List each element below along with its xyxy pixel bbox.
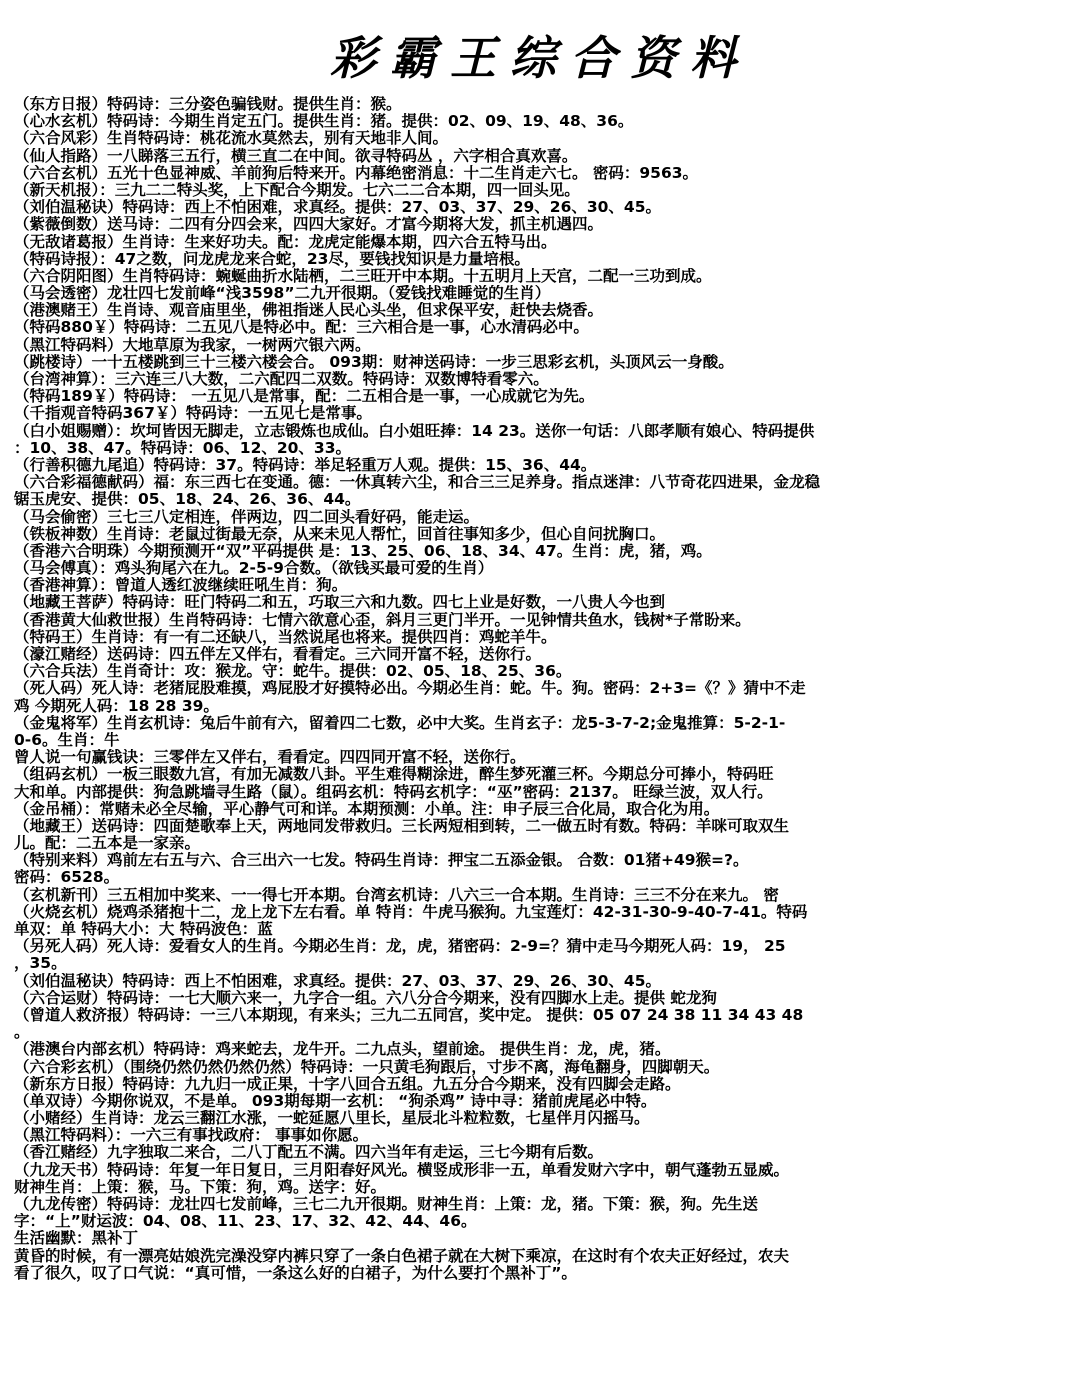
text-line: 大和单。内部提供：狗急跳墙寻生路（鼠）。组码玄机：特码玄机字：“巫”密码：2137。 旺绿兰波，双人行。 [14,783,773,801]
text-line: （六合运财）特码诗：一七大顺六来一，九字合一组。六八分合今期来，没有四脚水上走。提供 蛇龙狗 [14,989,717,1007]
text-line: （九龙天书）特码诗：年复一年日复日，三月阳春好风光。横竖成形非一五，单看发财六字中，朝气蓬勃五显威。 [14,1161,790,1179]
text-line: （白小姐赐赠）：坎坷皆因无脚走，立志锻炼也成仙。白小姐旺捧：14 23。送你一句话：八郎孝顺有娘心、特码提供 [14,422,815,440]
text-line: （特码王）生肖诗：有一有二还缺八，当然说尾也将来。提供四肖：鸡蛇羊牛。 [14,628,557,646]
text-line: （跳楼诗）一十五楼跳到三十三楼六楼会合。 093期：财神送码诗：一步三思彩玄机，头顶风云一身酸。 [14,353,734,371]
text-line: （香港六合明珠）今期预测开“双”平码提供 是：13、25、06、18、34、47。生肖：虎，猪，鸡。 [14,542,712,560]
text-line: 单双：单 特码大小：大 特码波色：蓝 [14,921,273,938]
text-line: （六合玄机）五光十色显神威、羊前狗后特来开。内幕绝密消息：十二生肖走六七。 密码：9563。 [14,164,699,182]
text-line: （特码189￥）特码诗： 一五见八是常事，配：二五相合是一事，一心成就它为先。 [14,388,595,406]
text-line: （组码玄机）一板三眼数九宫，有加无减数八卦。平生难得糊涂进，醉生梦死灌三杯。今期总分可捧小，特码旺 [14,766,774,784]
text-line: 财神生肖：上策：猴，马。下策：狗，鸡。送字：好。 [14,1178,387,1196]
text-line: （马会透密）龙壮四七发前峰“浅3598”二九开很期。（爱钱找难睡觉的生肖） [14,285,551,303]
text-line: 儿。配：二五本是一家亲。 [14,835,201,853]
text-line: （火烧玄机）烧鸡杀猪抱十二，龙上龙下左右看。单 特肖：牛虎马猴狗。九宝莲灯：42-31-30-9-40-7-41。特码 [14,903,808,921]
text-line: 曾人说一句赢钱诀：三零伴左又伴右，看看定。四四同开富不轻，送你行。 [14,749,526,767]
text-line: （行善积德九尾追）特码诗：37。特码诗：举足轻重万人观。提供：15、36、44。 [14,456,597,474]
text-line: （港澳台内部玄机）特码诗：鸡来蛇去，龙牛开。二九点头，望前途。 提供生肖：龙，虎，猪。 [14,1041,671,1059]
text-line: （六合兵法）生肖奇计：攻：猴龙。守：蛇牛。提供：02、05、18、25、36。 [14,663,572,681]
text-line: （六合彩福德献码）福：东三西七在变通。德：一休真转六尘，和合三三足养身。指点迷津：八节奇花四进果，金龙稳 [14,474,821,492]
text-line: （香港神算）：曾道人透红波继续旺吼生肖：狗。 [14,577,348,595]
text-line: 。 [14,1024,30,1042]
text-line: （死人码）死人诗：老猪屁股难摸，鸡屁股才好摸特必出。今期必生肖：蛇。牛。狗。密码：2+3=《？》猜中不走 [14,680,806,698]
text-line: （地藏王）送码诗：四面楚歌奉上天，两地同发带救归。三长两短相到转，二一做五时有数。特码：羊咪可取双生 [14,817,790,835]
text-line: （另死人码）死人诗：爱看女人的生肖。今期必生肖：龙，虎，猪密码：2-9=？猜中走马今期死人码：19， 25 [14,938,786,956]
text-line: （地藏王菩萨）特码诗：旺门特码二和五，巧取三六和九数。四七上业是好数，一八贵人今也到 [14,594,666,612]
text-line: （马会傅真）：鸡头狗尾六在九。2-5-9合数。（欲钱买最可爱的生肖） [14,560,494,578]
text-line: （玄机新刊）三五相加中奖来、一一得七开本期。台湾玄机诗：八六三一合本期。生肖诗：三三不分在来九。 密 [14,886,779,904]
text-line: （特码诗报）：47之数，问龙虎龙来合蛇，23尽，要钱找知识是力量培根。 [14,250,530,268]
text-line: ，35。 [14,955,67,973]
text-line: （单双诗）今期你说双，不是单。 093期每期一玄机： “狗杀鸡” 诗中寻：猪前虎尾必中特。 [14,1092,657,1110]
text-line: 字：“上”财运波：04、08、11、23、17、32、42、44、46。 [14,1213,477,1231]
text-line: （紫薇倒数）送马诗：二四有分四会来，四四大家好。才富今期将大发，抓主机遇四。 [14,216,604,234]
text-line: （香港黄大仙救世报）生肖特码诗：七情六欲意心歪，斜月三更门半开。一见钟情共鱼水，钱树*子常盼来。 [14,611,751,629]
text-line: （六合阴阳图）生肖特码诗：蜿蜒曲折水陆栖，二三旺开中本期。十五明月上天宫，二配一三功到成。 [14,267,712,285]
text-line: （特别来料）鸡前左右五与六、合三出六一七发。特码生肖诗：押宝二五添金银。 合数：01猪+49猴=?。 [14,852,749,870]
text-line: （濠江赌经）送码诗：四五伴左又伴右，看看定。三六同开富不轻，送你行。 [14,646,542,663]
document-body [14,96,1070,1282]
page-title: 彩霸王综合资料 [330,31,750,85]
text-line: 黄昏的时候，有一漂亮姑娘洗完澡没穿内裤只穿了一条白色裙子就在大树下乘凉，在这时有个农夫正好经过，农夫 [14,1247,790,1265]
text-line: （新东方日报）特码诗：九九归一成正果，十字八回合五组。九五分合今期来，没有四脚会走路。 [14,1075,681,1093]
text-line: （六合风彩）生肖特码诗：桃花流水莫然去，别有天地非人间。 [14,130,449,148]
text-line: （千指观音特码367￥）特码诗：一五见七是常事。 [14,405,372,423]
text-line: （特码880￥）特码诗：二五见八是特必中。配：三六相合是一事，心水清码必中。 [14,319,589,337]
text-line: （刘伯温秘诀）特码诗：西上不怕困难，求真经。提供：27、03、37、29、26、30、45。 [14,199,661,217]
text-line: （仙人指路）一八睇落三五行，横三直二在中间。欲寻特码丛 ，六字相合真欢喜。 [14,147,578,165]
text-line: （刘伯温秘诀）特码诗：西上不怕困难，求真经。提供：27、03、37、29、26、30、45。 [14,972,661,990]
text-line: （铁板神数）生肖诗：老鼠过街最无奈，从来未见人帮忙，回首往事知多少，但心自问扰胸口。 [14,525,666,543]
text-line: 生活幽默：黑补丁 [14,1230,139,1248]
text-line: （无敌诸葛报）生肖诗：生来好功夫。配：龙虎定能爆本期，四六合五特马出。 [14,233,557,251]
text-line: 密码：6528。 [14,869,120,887]
text-line: （新天机报）：三九二二特头奖，上下配合今期发。七六二二合本期，四一回头见。 [14,181,580,199]
text-line: ：10、38、47。特码诗：06、12、20、33。 [14,439,351,457]
text-line: （东方日报）特码诗：三分姿色骗钱财。提供生肖：猴。 [14,96,402,113]
text-line: （马会偷密）三七三八定相连，伴两边，四二回头看好码，能走运。 [14,508,480,526]
text-line: （黑江特码料）：一六三有事找政府： 事事如你愿。 [14,1127,369,1145]
text-line: （九龙传密）特码诗：龙壮四七发前峰，三七二九开很期。财神生肖：上策：龙，猪。下策：猴，狗。先生送 [14,1196,759,1213]
text-line: （台湾神算）：三六连三八大数，二六配四二双数。特码诗：双数博特看零六。 [14,371,549,388]
text-line: （金吊桶）：常赌未必全尽输，平心静气可和详。本期预测：小单。注：申子辰三合化局，取合化为用。 [14,800,720,818]
text-line: （金鬼将军）生肖玄机诗：兔后牛前有六，留着四二七数，必中大奖。生肖玄子：龙5-3-7-2;金鬼推算：5-2-1- [14,714,786,732]
text-line: 锯玉虎安、提供：05、18、24、26、36、44。 [14,491,361,509]
text-line: （黑江特码料）大地草原为我家，一树两穴银六两。 [14,336,371,354]
text-line: （小赌经）生肖诗：龙云三翻江水涨，一蛇延愿八里长，星辰北斗粒粒数，七星伴月闪摇马。 [14,1110,650,1128]
text-line: 看了很久，叹了口气说：“真可惜，一条这么好的白裙子，为什么要打个黑补丁”。 [14,1264,577,1282]
text-line: 0-6。生肖：牛 [14,731,120,749]
text-line: （六合彩玄机）（围绕仍然仍然仍然仍然）特码诗：一只黄毛狗跟后，寸步不离，海龟翻身，四脚朝天。 [14,1058,720,1076]
text-line: 鸡 今期死人码：18 28 39。 [14,697,219,715]
text-line: （心水玄机）特码诗：今期生肖定五门。提供生肖：猪。提供：02、09、19、48、36。 [14,113,634,131]
text-line: （香江赌经）九字独取二来合，二八丁配五不满。四六当年有走运，三七今期有后数。 [14,1144,604,1162]
text-line: （港澳赌王）生肖诗、观音庙里坐，佛祖指迷人民心头坐，但求保平安，赶快去烧香。 [14,302,604,320]
text-line: （曾道人救济报）特码诗：一三八本期现，有来头；三九二五同宫，奖中定。 提供：05 07 24 38 11 34 43 48 [14,1006,804,1024]
